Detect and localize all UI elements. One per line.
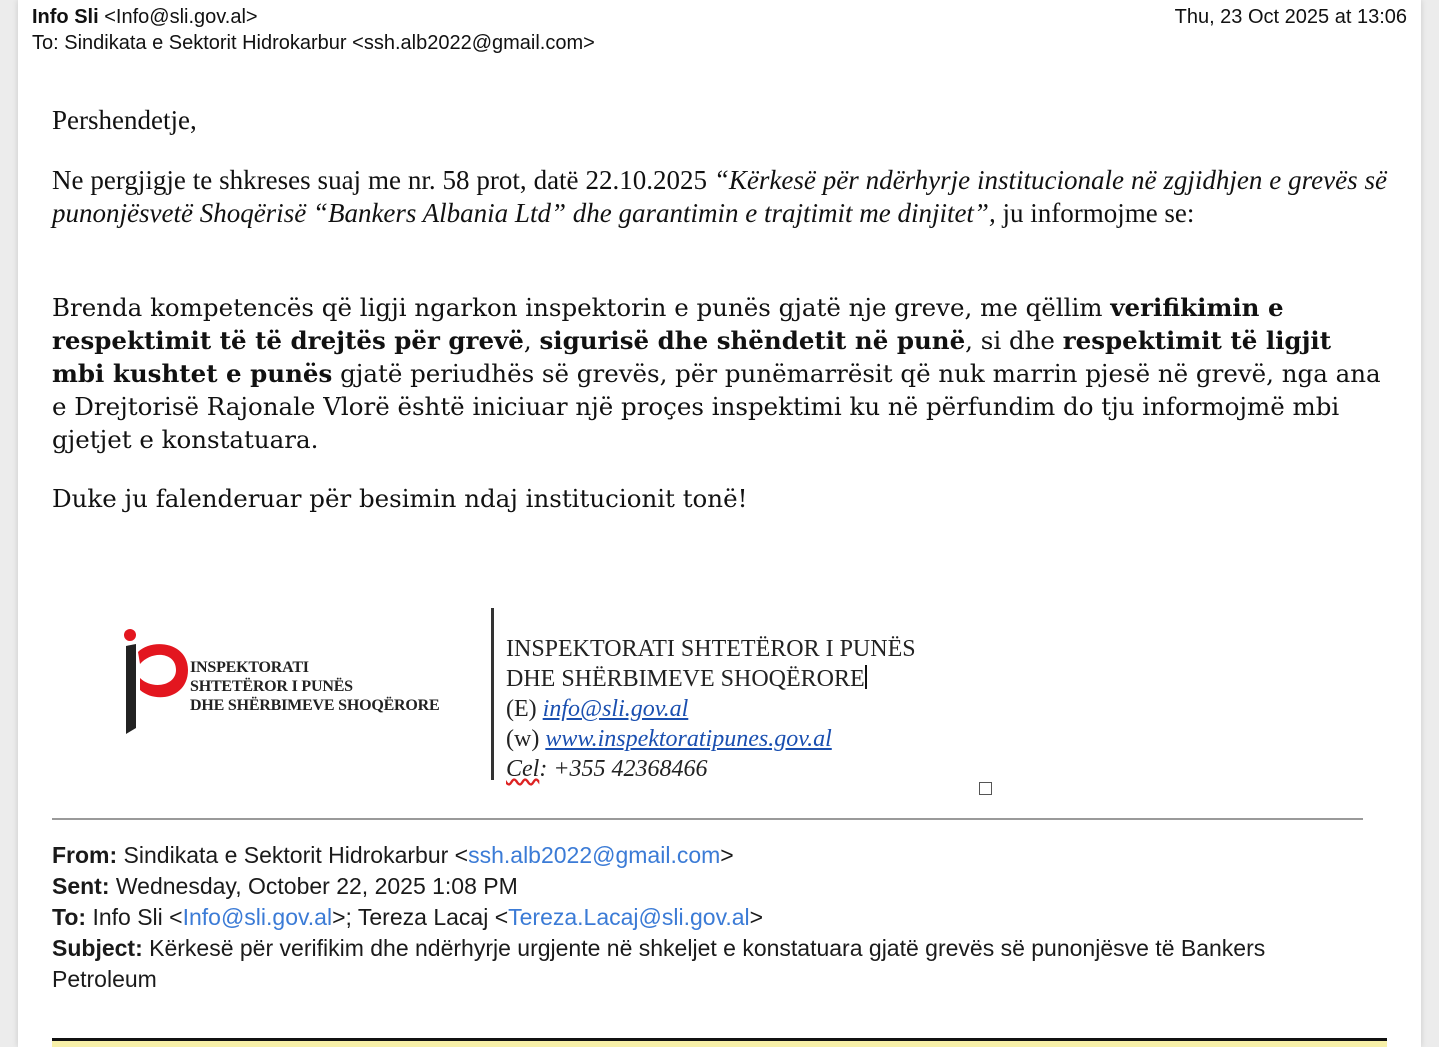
email-view	[18, 0, 1421, 1047]
para2-d: sigurisë dhe shëndetit në punë	[539, 326, 966, 355]
org-email-link[interactable]: info@sli.gov.al	[542, 696, 689, 722]
isp-logo	[122, 628, 482, 738]
fwd-subject-label: Subject:	[52, 935, 143, 961]
fwd-subject-value: Kërkesë për verifikim dhe ndërhyrje urgjente në shkeljet e konstatuara gjatë grevës së punonjësve të Bankers Petroleum	[52, 935, 1266, 992]
para2-g: gjatë periudhës së grevës, për punëmarrësit që nuk marrin pjesë në grevë, nga ana e Drejtorisë Rajonale Vlorë është iniciuar një proçes inspektimi ku në përfundim do tju informojmë mbi gjetjet e konstatuara.	[52, 359, 1381, 454]
reply-paragraph	[52, 164, 1387, 230]
isp-logo-text	[190, 658, 439, 715]
para2-c: ,	[523, 326, 540, 355]
fwd-from-label: From:	[52, 842, 118, 868]
fwd-sent-line	[52, 871, 1372, 902]
logo-line2: SHTETËROR I PUNËS	[190, 678, 353, 695]
header-to: To: Sindikata e Sektorit Hidrokarbur <ssh.alb2022@gmail.com>	[32, 32, 595, 54]
para2-a: Brenda kompetencës që ligji ngarkon inspektorin e punës gjatë nje greve, me qëllim	[52, 293, 1111, 322]
greeting: Pershendetje,	[52, 105, 197, 135]
para1-start: Ne pergjigje te shkreses suaj me nr. 58 prot, datë 22.10.2025	[52, 165, 714, 195]
thanks-line: Duke ju falenderuar për besimin ndaj institucionit tonë!	[52, 484, 748, 513]
fwd-to-close: >	[749, 904, 764, 930]
fwd-sent-value: Wednesday, October 22, 2025 1:08 PM	[109, 873, 518, 899]
email-label: (E)	[506, 696, 543, 722]
fwd-to-mid: >; Tereza Lacaj <	[332, 904, 509, 930]
fwd-sent-label: Sent:	[52, 873, 110, 899]
signature-block	[506, 634, 916, 784]
org-web-link[interactable]: www.inspektoratipunes.gov.al	[545, 726, 832, 752]
org-line2-text: DHE SHËRBIMEVE SHOQËRORE	[506, 666, 865, 692]
sender-email[interactable]: <Info@sli.gov.al>	[104, 6, 258, 28]
org-line1: INSPEKTORATI SHTETËROR I PUNËS	[506, 636, 916, 662]
isp-logo-icon	[122, 628, 192, 738]
signature-divider	[491, 608, 494, 780]
fwd-from-line	[52, 840, 1372, 871]
fwd-from-name: Sindikata e Sektorit Hidrokarbur <	[117, 842, 469, 868]
cel-label: Cel	[506, 756, 540, 782]
para2-f: respektimit të ligjit mbi kushtet e punës	[52, 326, 1332, 388]
fwd-to-line	[52, 902, 1372, 933]
org-line2	[506, 664, 916, 694]
fwd-to-email2-link[interactable]: Tereza.Lacaj@sli.gov.al	[508, 904, 750, 930]
fwd-to-email1-link[interactable]: Info@sli.gov.al	[182, 904, 333, 930]
sender-name: Info Sli	[32, 6, 99, 28]
logo-line1: INSPEKTORATI	[190, 659, 309, 676]
fwd-from-close: >	[720, 842, 734, 868]
org-phone-line	[506, 754, 916, 784]
forward-separator	[52, 818, 1363, 820]
para1-end: ju informojme se:	[995, 198, 1195, 228]
fwd-from-email-link[interactable]: ssh.alb2022@gmail.com	[468, 842, 721, 868]
cel-value: : +355 42368466	[539, 756, 708, 782]
inspection-paragraph	[52, 291, 1387, 456]
quoted-content-bar	[52, 1038, 1387, 1047]
header-date: Thu, 23 Oct 2025 at 13:06	[1174, 6, 1407, 28]
para1-quote: “Kërkesë për ndërhyrje institucionale në zgjidhjen e grevës së punonjësvetë Shoqërisë “Bankers Albania Ltd” dhe garantimin e trajtimit me dinjitet”,	[52, 165, 1387, 228]
org-email-line	[506, 694, 916, 724]
org-web-line	[506, 724, 916, 754]
header-from	[32, 6, 258, 29]
fwd-subject-line	[52, 933, 1372, 995]
para2-b: verifikimin e respektimit të të drejtës për grevë	[52, 293, 1284, 355]
para2-e: , si dhe	[965, 326, 1063, 355]
web-label: (w)	[506, 726, 546, 752]
small-checkbox[interactable]	[979, 782, 992, 795]
fwd-to-label: To:	[52, 904, 87, 930]
fwd-to-name1: Info Sli <	[86, 904, 183, 930]
logo-line3: DHE SHËRBIMEVE SHOQËRORE	[190, 697, 440, 714]
text-cursor	[865, 665, 867, 689]
